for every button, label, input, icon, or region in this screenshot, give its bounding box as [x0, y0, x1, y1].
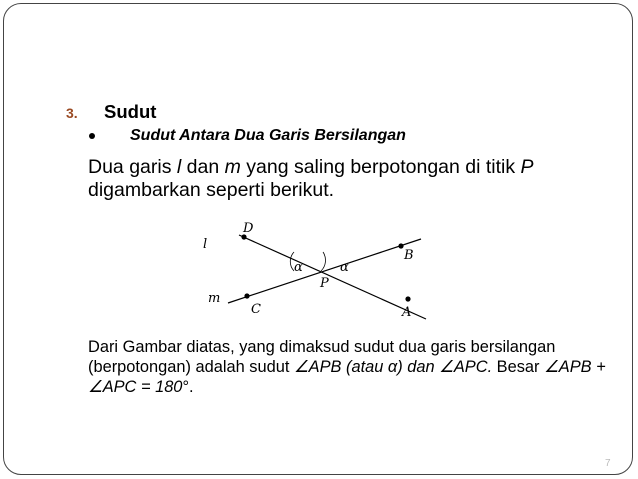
text-run: Besar: [492, 358, 545, 376]
text-run: l: [176, 156, 182, 178]
label-alpha-left: α: [294, 260, 303, 275]
text-run: Dua garis: [88, 156, 177, 178]
point-b: [398, 243, 403, 248]
label-p: P: [320, 276, 329, 291]
text-run: ∠APB (atau α) dan ∠APC.: [293, 358, 493, 376]
label-b: B: [404, 248, 414, 263]
angle-arc-right: [321, 252, 325, 271]
label-l: l: [203, 237, 208, 252]
text-run: digambarkan seperti berikut.: [88, 179, 335, 201]
line-l: [239, 235, 426, 319]
text-run: Dari Gambar diatas, yang dimaksud sudut dua garis bersilangan (berpotongan) adalah sudut: [88, 338, 556, 376]
point-c: [244, 293, 249, 298]
label-alpha-right: α: [340, 260, 349, 275]
text-run: m: [224, 156, 241, 178]
intro-paragraph: [88, 156, 608, 202]
text-run: yang saling berpotongan di titik: [240, 156, 521, 178]
point-a: [405, 296, 410, 301]
slide-number: 7: [605, 458, 611, 469]
text-run: P: [520, 156, 534, 178]
label-d: D: [243, 221, 254, 236]
intersecting-lines-figure: [195, 215, 435, 327]
sub-heading: [90, 127, 406, 145]
section-heading: [66, 101, 156, 123]
sub-heading-text: Sudut Antara Dua Garis Bersilangan: [130, 127, 406, 144]
section-number: 3.: [66, 105, 78, 121]
text-run: °.: [182, 378, 194, 396]
line-m: [228, 239, 421, 303]
section-title: Sudut: [104, 101, 157, 122]
label-c: C: [251, 302, 261, 317]
bullet-icon: [89, 133, 95, 139]
text-run: ∠APB + ∠APC = 180: [88, 358, 606, 396]
explanation-paragraph: [88, 337, 608, 397]
label-m: m: [208, 291, 221, 306]
text-run: dan: [181, 156, 225, 178]
label-a: A: [402, 305, 412, 320]
